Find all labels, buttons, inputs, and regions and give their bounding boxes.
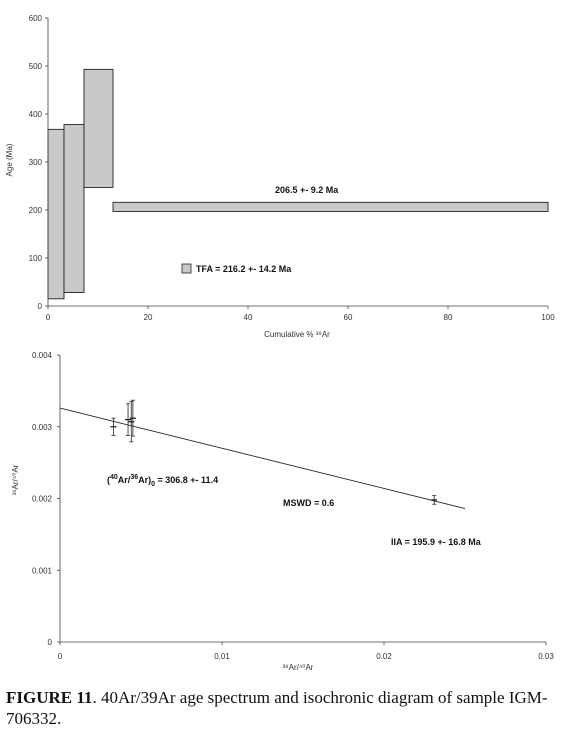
x-tick-label: 100 xyxy=(541,313,555,322)
x-tick-label: 0.01 xyxy=(214,652,230,661)
age-spectrum-chart xyxy=(0,0,570,340)
y-tick-label: 200 xyxy=(28,206,42,215)
initial-ratio-label: $(^{40}Ar/^{36}Ar)_0 = 306.8 +- 11.4$ xyxy=(107,474,219,488)
y-tick-label: 500 xyxy=(28,62,42,71)
y-tick-label: 0 xyxy=(37,302,42,311)
plateau-age-label: 206.5 +- 9.2 Ma xyxy=(275,185,339,195)
isochron-point xyxy=(130,400,136,436)
isochron-y-title: ³⁶Ar/⁴⁰Ar xyxy=(11,464,20,496)
figure-caption xyxy=(6,687,566,729)
y-tick-label: 0.004 xyxy=(31,351,52,360)
tfa-legend-label: TFA = 216.2 +- 14.2 Ma xyxy=(196,264,292,274)
x-tick-label: 80 xyxy=(443,313,453,322)
y-tick-label: 400 xyxy=(28,110,42,119)
iia-label: IIA = 195.9 +- 16.8 Ma xyxy=(391,537,481,547)
age-step-box xyxy=(84,69,113,187)
x-tick-label: 0 xyxy=(57,652,63,661)
x-tick-label: 0 xyxy=(45,313,51,322)
y-tick-label: 300 xyxy=(28,158,42,167)
isochron-point xyxy=(431,496,437,505)
y-tick-label: 600 xyxy=(28,14,42,23)
age-step-box xyxy=(113,202,548,211)
y-tick-label: 0.002 xyxy=(31,494,52,504)
age-step-box xyxy=(48,129,64,298)
y-tick-label: 0.003 xyxy=(31,422,52,432)
y-tick-label: 100 xyxy=(28,254,42,263)
x-tick-label: 0.02 xyxy=(376,652,392,661)
figure-caption-label: FIGURE 11 xyxy=(6,688,93,707)
isochron-regression-line xyxy=(60,408,465,508)
y-tick-label: 0 xyxy=(47,638,52,647)
figure-caption-text: . 40Ar/39Ar age spectrum and isochronic diagram of sample IGM-706332. xyxy=(6,688,548,728)
age-spectrum-y-title: Age (Ma) xyxy=(5,143,14,177)
x-tick-label: 60 xyxy=(343,313,353,322)
y-tick-label: 0.001 xyxy=(31,566,52,576)
x-tick-label: 0.03 xyxy=(538,652,554,661)
age-spectrum-x-title: Cumulative % ³⁹Ar xyxy=(264,330,330,339)
x-tick-label: 40 xyxy=(243,313,253,322)
age-step-box xyxy=(64,125,84,293)
isochron-x-title: ³⁹Ar/⁴⁰Ar xyxy=(282,663,314,672)
tfa-legend-swatch xyxy=(182,264,191,273)
x-tick-label: 20 xyxy=(143,313,153,322)
mswd-label: MSWD = 0.6 xyxy=(283,498,335,508)
isochron-points xyxy=(110,400,437,504)
isochron-chart xyxy=(0,340,570,680)
isochron-point xyxy=(125,404,131,436)
